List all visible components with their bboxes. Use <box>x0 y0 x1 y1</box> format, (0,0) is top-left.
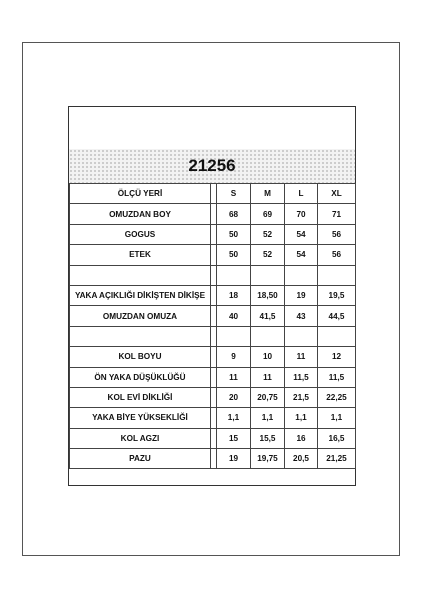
value-s: 9 <box>217 347 251 367</box>
value-s: 15 <box>217 428 251 448</box>
value-xl <box>318 326 356 346</box>
value-m: 11 <box>251 367 285 387</box>
value-m: 15,5 <box>251 428 285 448</box>
value-s: 40 <box>217 306 251 326</box>
value-l: 19 <box>285 285 318 305</box>
header-size-m: M <box>251 184 285 204</box>
value-m: 20,75 <box>251 387 285 407</box>
table-spacer-row <box>70 326 356 346</box>
value-l: 21,5 <box>285 387 318 407</box>
row-label: ETEK <box>70 245 211 265</box>
table-row <box>70 387 356 407</box>
value-xl: 21,25 <box>318 449 356 469</box>
table-header-row <box>70 184 356 204</box>
header-size-l: L <box>285 184 318 204</box>
value-xl: 22,25 <box>318 387 356 407</box>
table-row <box>70 449 356 469</box>
value-s: 11 <box>217 367 251 387</box>
value-l <box>285 265 318 285</box>
value-l: 43 <box>285 306 318 326</box>
value-s <box>217 326 251 346</box>
value-m <box>251 326 285 346</box>
value-m: 52 <box>251 224 285 244</box>
row-label: OMUZDAN OMUZA <box>70 306 211 326</box>
value-m: 18,50 <box>251 285 285 305</box>
value-m: 41,5 <box>251 306 285 326</box>
value-xl: 16,5 <box>318 428 356 448</box>
header-size-s: S <box>217 184 251 204</box>
value-l <box>285 326 318 346</box>
value-l: 70 <box>285 204 318 224</box>
value-s: 68 <box>217 204 251 224</box>
value-l: 54 <box>285 224 318 244</box>
value-s: 1,1 <box>217 408 251 428</box>
value-m: 69 <box>251 204 285 224</box>
table-row <box>70 347 356 367</box>
value-xl: 71 <box>318 204 356 224</box>
size-table <box>69 183 356 469</box>
table-spacer-row <box>70 265 356 285</box>
value-l: 1,1 <box>285 408 318 428</box>
table-row <box>70 224 356 244</box>
table-row <box>70 367 356 387</box>
row-label: ÖN YAKA DÜŞÜKLÜĞÜ <box>70 367 211 387</box>
table-row <box>70 428 356 448</box>
value-xl: 11,5 <box>318 367 356 387</box>
value-m <box>251 265 285 285</box>
row-label: YAKA AÇIKLIĞI DİKİŞTEN DİKİŞE <box>70 285 211 305</box>
value-m: 52 <box>251 245 285 265</box>
table-row <box>70 245 356 265</box>
value-xl: 56 <box>318 224 356 244</box>
value-s: 18 <box>217 285 251 305</box>
value-xl: 44,5 <box>318 306 356 326</box>
value-s: 50 <box>217 245 251 265</box>
value-s: 50 <box>217 224 251 244</box>
value-m: 1,1 <box>251 408 285 428</box>
table-row <box>70 285 356 305</box>
value-l: 11 <box>285 347 318 367</box>
product-code: 21256 <box>188 156 236 175</box>
value-l: 20,5 <box>285 449 318 469</box>
value-s <box>217 265 251 285</box>
row-label: PAZU <box>70 449 211 469</box>
row-label <box>70 265 211 285</box>
value-xl <box>318 265 356 285</box>
row-label: KOL EVİ DİKLİĞİ <box>70 387 211 407</box>
row-label: KOL AGZI <box>70 428 211 448</box>
header-size-xl: XL <box>318 184 356 204</box>
value-xl: 12 <box>318 347 356 367</box>
value-l: 16 <box>285 428 318 448</box>
value-l: 54 <box>285 245 318 265</box>
row-label <box>70 326 211 346</box>
row-label: YAKA BİYE YÜKSEKLİĞİ <box>70 408 211 428</box>
table-row <box>70 306 356 326</box>
value-xl: 1,1 <box>318 408 356 428</box>
header-measure-place: ÖLÇÜ YERİ <box>70 184 211 204</box>
value-xl: 19,5 <box>318 285 356 305</box>
value-s: 19 <box>217 449 251 469</box>
value-s: 20 <box>217 387 251 407</box>
table-row <box>70 408 356 428</box>
table-row <box>70 204 356 224</box>
value-m: 19,75 <box>251 449 285 469</box>
value-m: 10 <box>251 347 285 367</box>
row-label: OMUZDAN BOY <box>70 204 211 224</box>
row-label: KOL BOYU <box>70 347 211 367</box>
size-chart-sheet <box>68 106 356 486</box>
value-xl: 56 <box>318 245 356 265</box>
value-l: 11,5 <box>285 367 318 387</box>
row-label: GOGUS <box>70 224 211 244</box>
